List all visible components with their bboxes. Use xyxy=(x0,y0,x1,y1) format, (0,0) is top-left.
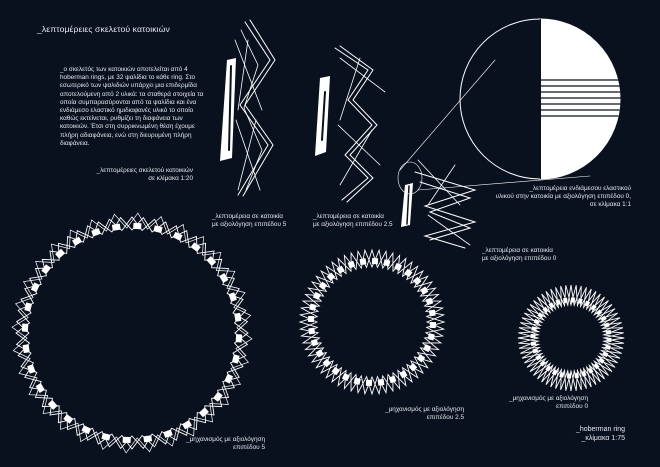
elastic-zoom-callout xyxy=(398,19,620,194)
hoberman-ring-25 xyxy=(300,250,444,394)
label-mechanism-5: _μηχανισμός με αξιολόγηση επιπέδου 5 xyxy=(186,436,265,452)
label-detail-25: _λεπτομέρεια σε κατοικία με αξιολόγηση επιπέδου 2.5 xyxy=(313,213,393,229)
label-skeleton-scale: _λεπτομέρειες σκελετού κατοικιών σε κλίμακα 1:20 xyxy=(96,167,193,183)
skin-panel xyxy=(220,58,236,161)
hoberman-ring-0 xyxy=(518,285,624,391)
scissor-detail-0 xyxy=(401,160,475,248)
hoberman-ring-5 xyxy=(12,213,252,453)
label-detail-5: _λεπτομέρεια σε κατοικία με αξιολόγηση επιπέδου 5 xyxy=(212,213,287,229)
scissor-detail-25 xyxy=(315,46,385,202)
scissor-detail-5 xyxy=(220,20,275,196)
label-mechanism-25: _μηχανισμός με αξιολόγηση επιπέδου 2.5 xyxy=(385,406,464,422)
label-detail-0: _λεπτομέρεια σε κατοικία με αξιολόγηση επιπέδου 0 xyxy=(482,247,557,263)
sheet-title: _λεπτομέρειες σκελετού κατοικιών xyxy=(37,24,170,34)
label-mechanism-0: _μηχανισμός με αξιολόγηση επιπέδου 0 xyxy=(509,395,588,411)
label-elastic-detail: _λεπτομέρεια ενδιάμεσου ελαστικού υλικού στην κατοικία με αξιολόγηση επιπέδου 0, σε κλίμακα 1:1 xyxy=(495,185,631,209)
description-paragraph: _ο σκελετός των κατοικιών αποτελείται από 4 hoberman rings, με 32 ψαλίδια το κάθε ring. Στο εσωτερικό των ψαλιδιών υπάρχει μια επιδερμίδα αποτελούμενη από 2 υλικά: τα σταθερά στοιχεία τα οποία συμπαρασύρονται από τα ψαλίδια και ένα ενδιάμεσο ελαστικό ημιδιαφανές υλικό το οποίο καθώς εκτείνεται, ρυθμίζει τη διαφάνεια των κατοικιών. Έτσι στη συρρικνωμένη θέση έχουμε πλήρη αδιαφάνεια, ενώ στη διευρυμένη πλήρη διαφάνεια. xyxy=(60,66,204,147)
label-ring-scale: _hoberman ring _κλίμακα 1:75 xyxy=(575,426,625,442)
